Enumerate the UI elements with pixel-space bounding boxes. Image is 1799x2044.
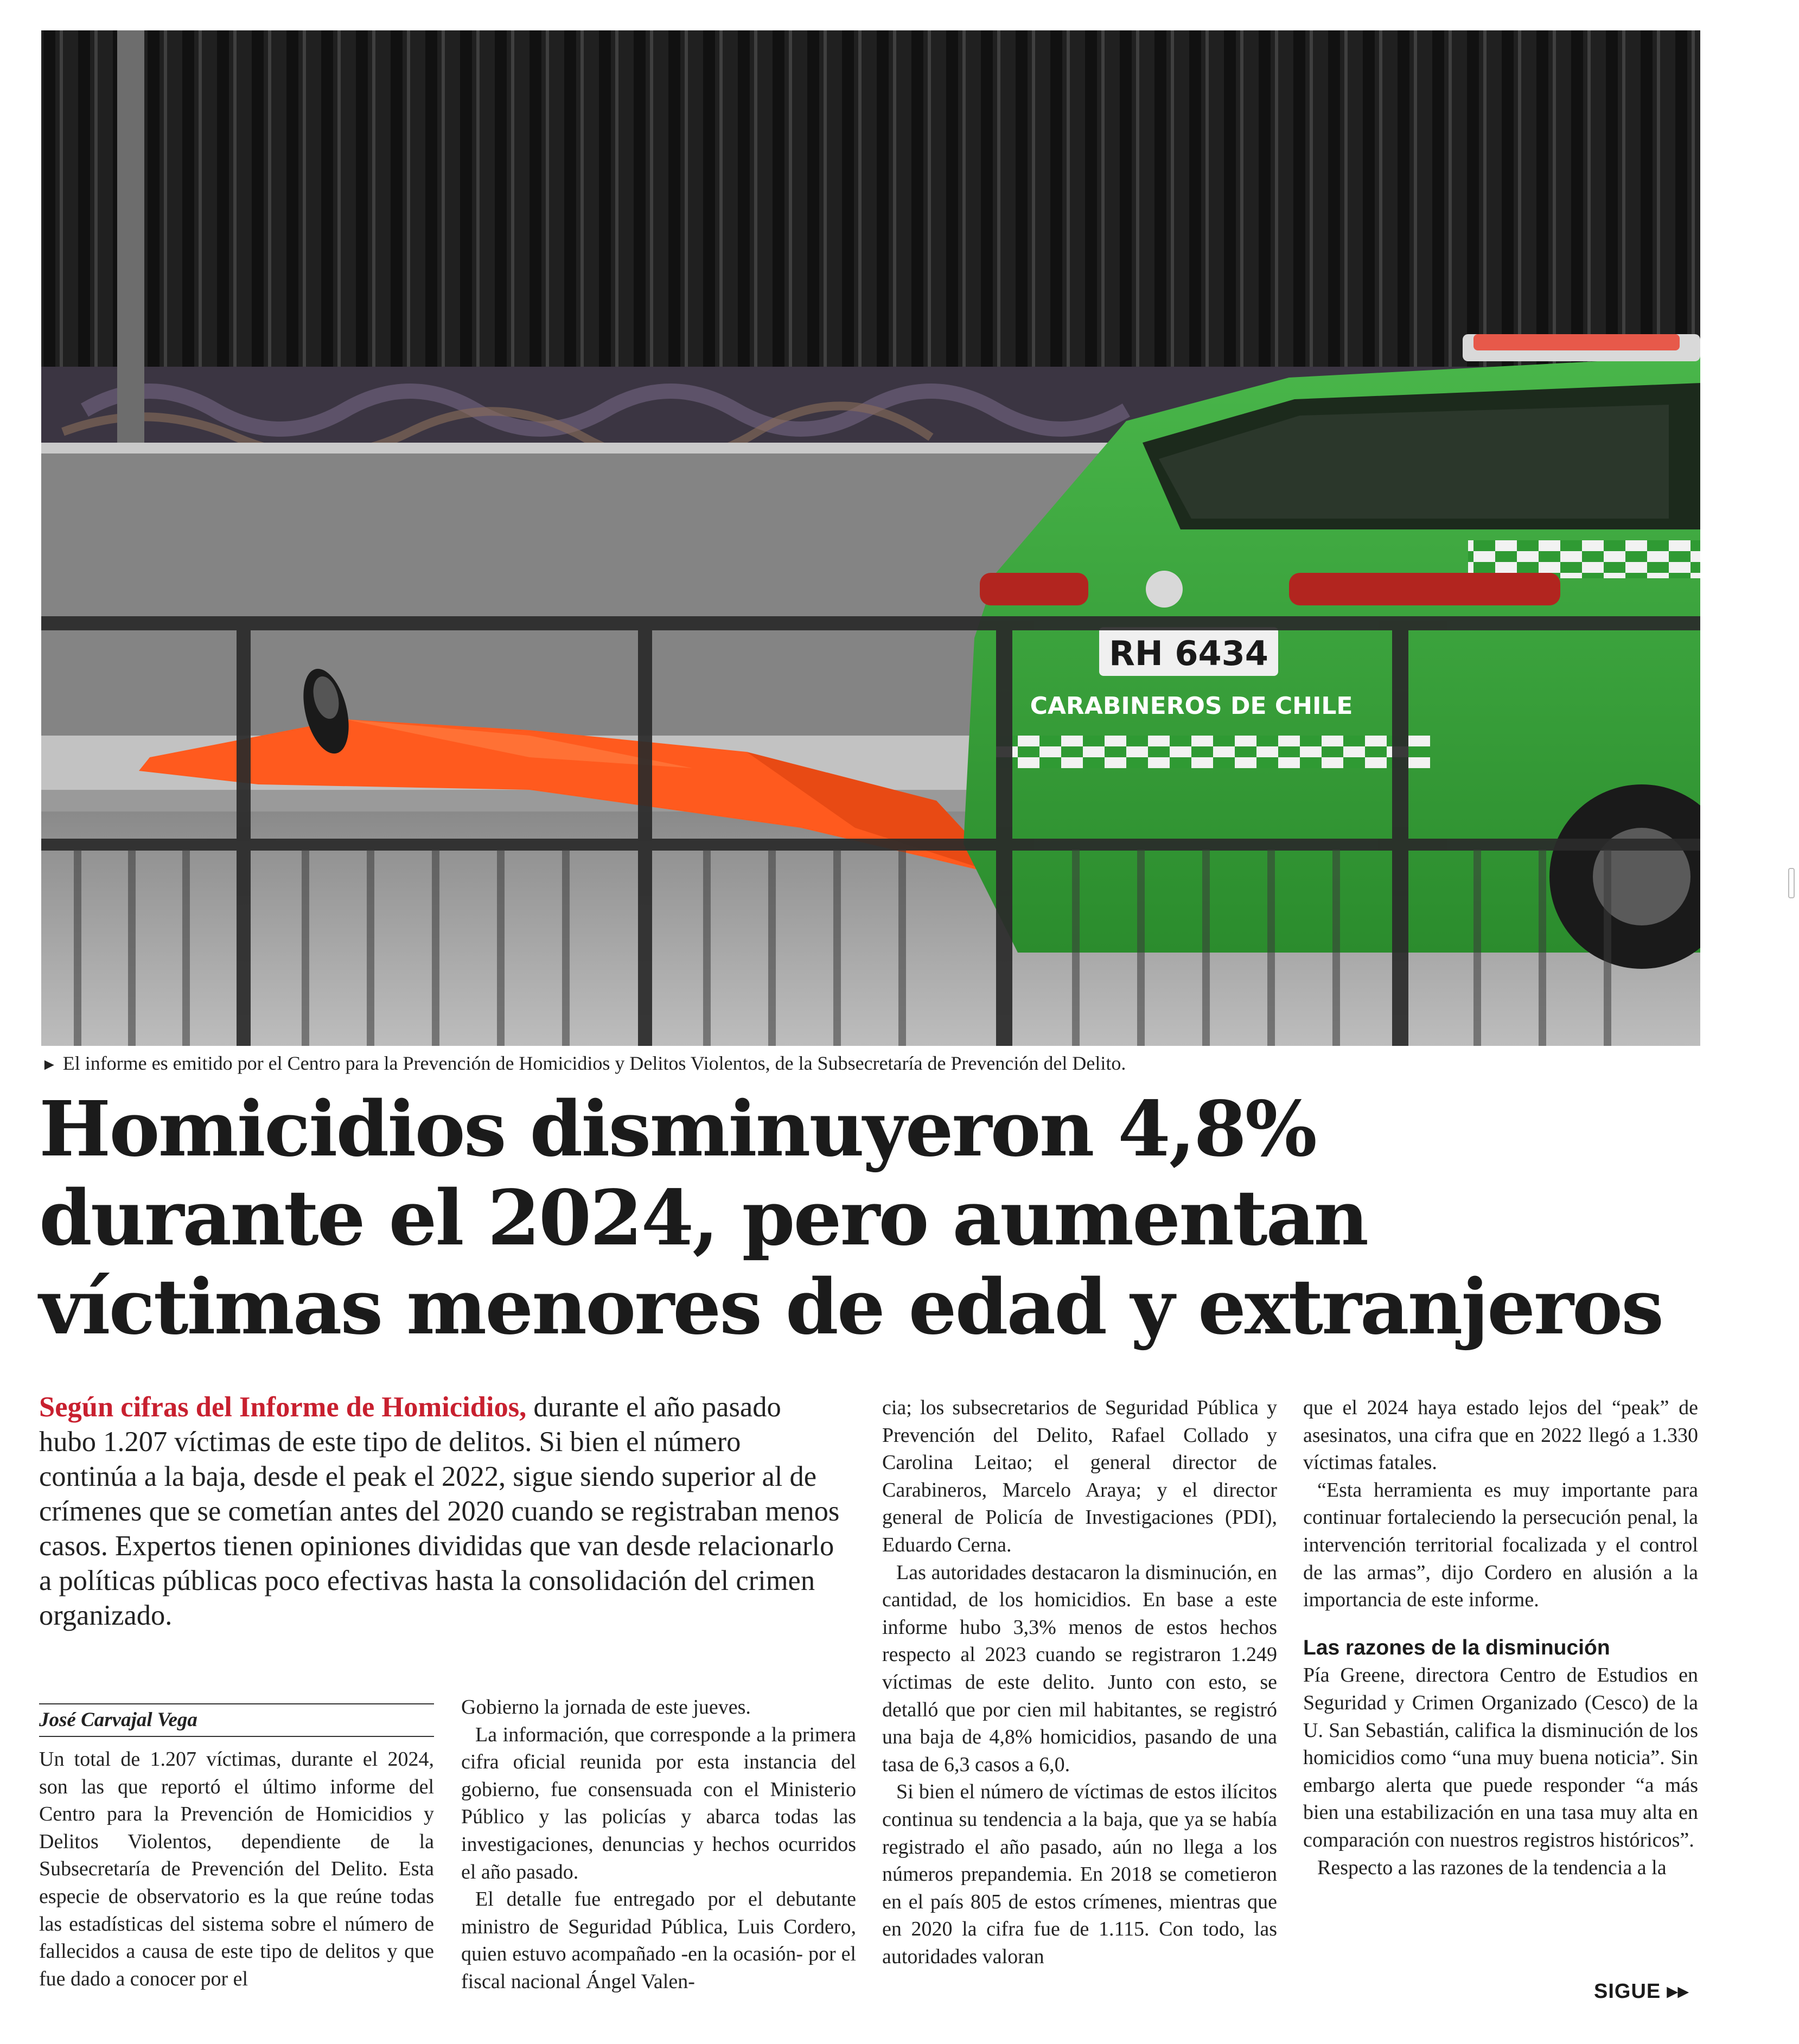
- byline-bottom-rule: [39, 1736, 434, 1737]
- paragraph: Gobierno la jornada de este jueves.: [461, 1696, 751, 1719]
- page-edge-mark: [1788, 868, 1795, 898]
- byline-top-rule: [39, 1703, 434, 1704]
- body-column-3: [882, 1394, 1277, 1970]
- paragraph: La información, que corresponde a la primera cifra oficial reunida por esta instancia del gobierno, fue consensuada con el Ministerio Público y las policías y abarca todas las investigaciones, denuncias y hechos ocurridos el año pasado.: [461, 1723, 856, 1883]
- lead-highlight: Según cifras del Informe de Homicidios,: [39, 1391, 527, 1423]
- paragraph: Pía Greene, directora Centro de Estudios en Seguridad y Crimen Organizado (Cesco) de la U. San Sebastián, califica la disminución de los homicidios como “una muy buena noticia”. Sin embargo alerta que puede responder “a más bien una estabilización en una tasa muy alta en comparación con nuestros registros históricos”.: [1303, 1664, 1698, 1851]
- lead-paragraph: [39, 1390, 842, 1633]
- news-photo: [41, 30, 1700, 1046]
- headline-line-3: víctimas menores de edad y extranjeros: [39, 1263, 1663, 1352]
- lead-text: durante el año pasado hubo 1.207 víctimas de este tipo de delitos. Si bien el número continúa a la baja, desde el peak el 2022, sigue siendo superior al de crímenes que se cometían antes del 2020 cuando se registraban menos casos. Expertos tienen opiniones divididas que van desde relacionarlo a políticas públicas poco efectivas hasta la consolidación del crimen organizado.: [39, 1391, 840, 1631]
- paragraph: cia; los subsecretarios de Seguridad Pública y Prevención del Delito, Rafael Collado y Carolina Leitao; el general director de Carabineros, Marcelo Araya; y el director general de Policía de Investigaciones (PDI), Eduardo Cerna.: [882, 1396, 1277, 1556]
- paragraph: El detalle fue entregado por el debutante ministro de Seguridad Pública, Luis Cordero, quien estuvo acompañado -en la ocasión- por el fiscal nacional Ángel Valen-: [461, 1888, 856, 1993]
- headline: [39, 1085, 1748, 1352]
- paragraph: “Esta herramienta es muy importante para continuar fortaleciendo la persecución penal, la intervención territorial focalizada y el control de las armas”, dijo Cordero en alusión a la importancia de este informe.: [1303, 1478, 1698, 1612]
- section-subhead: Las razones de la disminución: [1303, 1636, 1610, 1659]
- headline-line-2: durante el 2024, pero aumentan: [39, 1174, 1368, 1263]
- license-plate: RH 6434: [1109, 634, 1268, 673]
- body-column-2: [461, 1694, 856, 1996]
- paragraph: Respecto a las razones de la tendencia a la: [1317, 1856, 1667, 1879]
- paragraph: Un total de 1.207 víctimas, durante el 2024, son las que reportó el último informe del Centro para la Prevención de Homicidios y Delitos Violentos, dependiente de la Subsecretaría de Prevención del Delito. Esta especie de observatorio es la que reúne todas las estadísticas del sistema sobre el número de fallecidos a causa de este tipo de delitos y que fue dado a conocer por el: [39, 1748, 434, 1990]
- byline: José Carvajal Vega: [39, 1709, 197, 1731]
- paragraph: que el 2024 haya estado lejos del “peak” de asesinatos, una cifra que en 2022 llegó a 1.330 víctimas fatales.: [1303, 1396, 1698, 1474]
- caption-text: El informe es emitido por el Centro para la Prevención de Homicidios y Delitos Violentos, de la Subsecretaría de Prevención del Delito.: [62, 1052, 1126, 1074]
- photo-caption: [41, 1051, 1723, 1077]
- continue-label: SIGUE ▸▸: [1594, 1980, 1689, 2003]
- vehicle-text: CARABINEROS DE CHILE: [1030, 692, 1353, 720]
- body-column-1: [39, 1746, 434, 1992]
- caption-marker-icon: ►: [41, 1056, 58, 1074]
- crime-scene-photo-icon: [41, 30, 1700, 1046]
- paragraph: Si bien el número de víctimas de estos ilícitos continua su tendencia a la baja, que ya se había registrado el año pasado, aún no llega a los números prepandemia. En 2018 se cometieron en el país 805 de estos crímenes, mientras que en 2020 la cifra fue de 1.115. Con todo, las autoridades valoran: [882, 1780, 1277, 1968]
- body-column-4: [1303, 1394, 1698, 1881]
- headline-line-1: Homicidios disminuyeron 4,8%: [39, 1085, 1316, 1174]
- paragraph: Las autoridades destacaron la disminución, en cantidad, de los homicidios. En base a este informe hubo 3,3% menos de estos hechos respecto al 2023 cuando se registraron 1.249 víctimas de este delito. Junto con esto, se detalló que por cien mil habitantes, se registró una baja de 4,8% homicidios, pasando de una tasa de 6,3 casos a 6,0.: [882, 1561, 1277, 1776]
